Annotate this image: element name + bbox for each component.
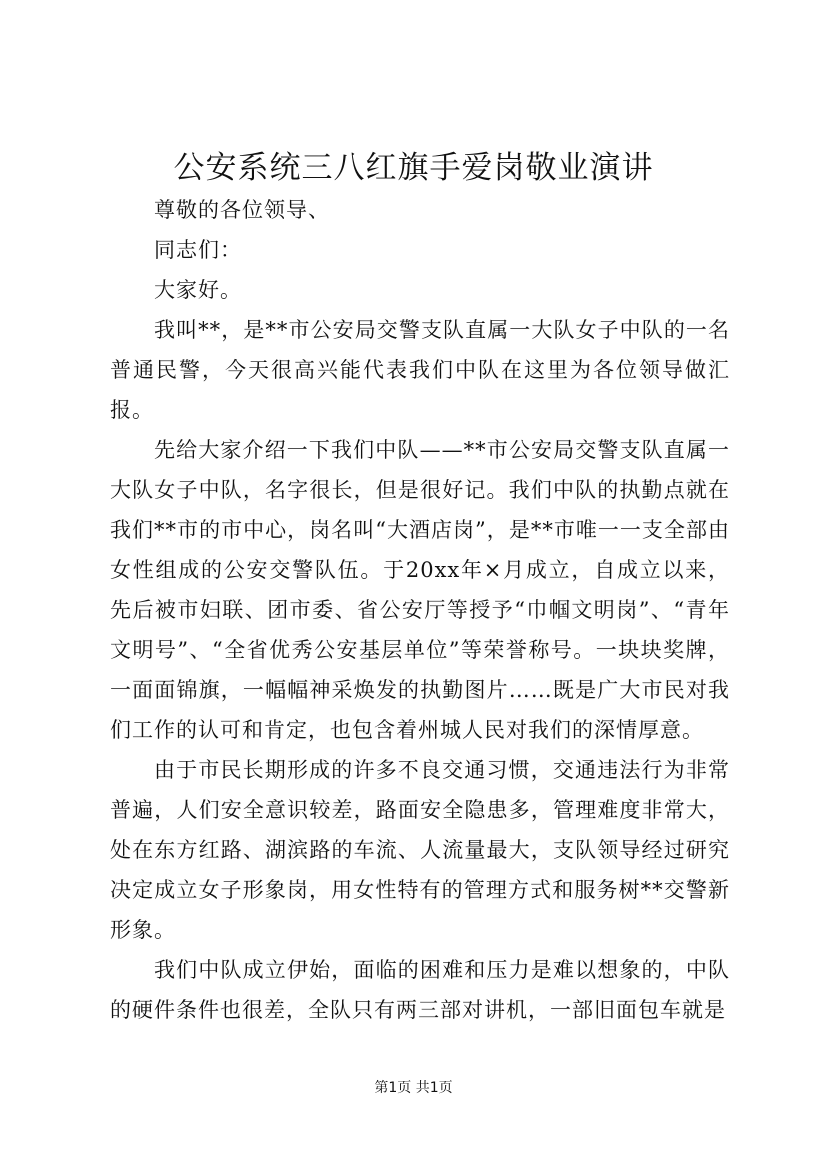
- body-paragraph: 先给大家介绍一下我们中队——**市公安局交警支队直属一大队女子中队，名字很长，但是很好记。我们中队的执勤点就在我们**市的市中心，岗名叫“大酒店岗”，是**市唯一一支全部由女性组成的公安交警队伍。于20xx年×月成立，自成立以来，先后被市妇联、团市委、省公安厅等授予“巾帼文明岗”、“青年文明号”、“全省优秀公安基层单位”等荣誉称号。一块块奖牌，一面面锦旗，一幅幅神采焕发的执勤图片……既是广大市民对我们工作的认可和肯定，也包含着州城人民对我们的深情厚意。: [110, 438, 730, 742]
- body-paragraph: 我们中队成立伊始，面临的困难和压力是难以想象的，中队的硬件条件也很差，全队只有两三部对讲机，一部旧面包车就是: [110, 958, 730, 1022]
- greeting-paragraph: 大家好。: [154, 278, 242, 302]
- page-footer: 第1页 共1页: [374, 1080, 453, 1096]
- document-body: [110, 190, 730, 1030]
- document-title: 公安系统三八红旗手爱岗敬业演讲: [173, 150, 654, 186]
- salutation-paragraph: 同志们：: [154, 238, 242, 262]
- salutation-paragraph: 尊敬的各位领导、: [154, 198, 330, 222]
- body-paragraph: 我叫**，是**市公安局交警支队直属一大队女子中队的一名普通民警，今天很高兴能代表我们中队在这里为各位领导做汇报。: [110, 318, 730, 422]
- body-paragraph: 由于市民长期形成的许多不良交通习惯，交通违法行为非常普遍，人们安全意识较差，路面安全隐患多，管理难度非常大，处在东方红路、湖滨路的车流、人流量最大，支队领导经过研究决定成立女子形象岗，用女性特有的管理方式和服务树**交警新形象。: [110, 758, 730, 942]
